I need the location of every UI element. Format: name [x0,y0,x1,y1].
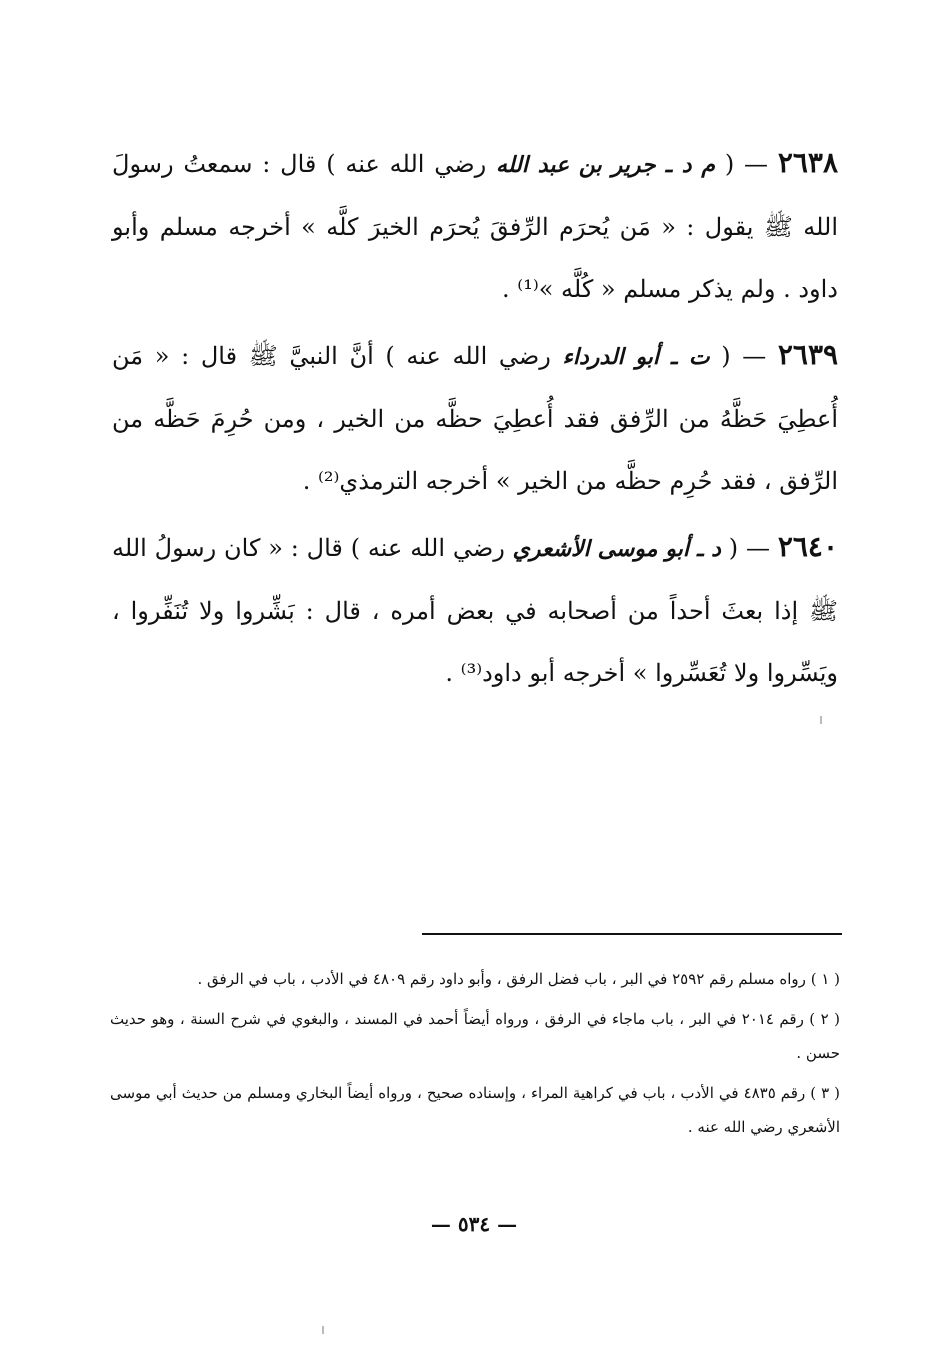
hadith-number: ٢٦٣٨ [777,146,838,179]
hadith-text: رضي الله عنه ) قال : سمعتُ رسولَ الله ﷺ يقول : « مَن يُحرَم الرِّفقَ يُحرَم الخيرَ كلَّه » أخرجه مسلم وأبو داود . ولم يذكر مسلم « كُلَّه »⁽¹⁾ . [112,150,838,303]
hadith-entry [112,324,838,512]
footnote: ( ٣ ) رقم ٤٨٣٥ في الأدب ، باب في كراهية المراء ، وإسناده صحيح ، ورواه أيضاً البخاري ومسلم من حديث أبي موسى الأشعري رضي الله عنه . [110,1084,840,1136]
scan-speck [322,1326,324,1334]
hadith-number: ٢٦٣٩ [777,338,839,371]
footnotes [110,962,840,1150]
scan-speck [820,716,822,724]
hadith-text: رضي الله عنه ) أنَّ النبيَّ ﷺ قال : « مَن أُعطِيَ حَظَّهُ من الرِّفق فقد أُعطِيَ حظَّه من الخير ، ومن حُرِمَ حَظَّه من الرِّفق ، فقد حُرِم حظَّه من الخير » أخرجه الترمذي⁽²⁾ . [112,342,839,495]
hadith-source: م د ـ جرير بن عبد الله [496,152,716,178]
footnote: ( ٢ ) رقم ٢٠١٤ في البر ، باب ماجاء في الرفق ، ورواه أيضاً أحمد في المسند ، والبغوي في شرح السنة ، وهو حديث حسن . [110,1010,840,1062]
hadith-entry [112,516,838,704]
page-number: — ٥٣٤ — [430,1212,518,1236]
hadith-section [112,132,838,708]
hadith-entry [112,132,838,320]
hadith-text: رضي الله عنه ) قال : « كان رسولُ الله ﷺ إذا بعثَ أحداً من أصحابه في بعض أمره ، قال : بَشِّروا ولا تُنَفِّروا ، ويَسِّروا ولا تُعَسِّروا » أخرجه أبو داود⁽³⁾ . [112,534,838,687]
dash-separator: — ( [709,342,778,370]
footnote: ( ١ ) رواه مسلم رقم ٢٥٩٢ في البر ، باب فضل الرفق ، وأبو داود رقم ٤٨٠٩ في الأدب ، باب في الرفق . [197,970,840,988]
footnote-divider [422,933,842,935]
dash-separator: — ( [715,150,778,178]
dash-separator: — ( [720,534,778,562]
hadith-source: د ـ أبو موسى الأشعري [512,536,721,562]
hadith-number: ٢٦٤٠ [777,530,838,563]
hadith-source: ت ـ أبو الدرداء [562,344,710,370]
